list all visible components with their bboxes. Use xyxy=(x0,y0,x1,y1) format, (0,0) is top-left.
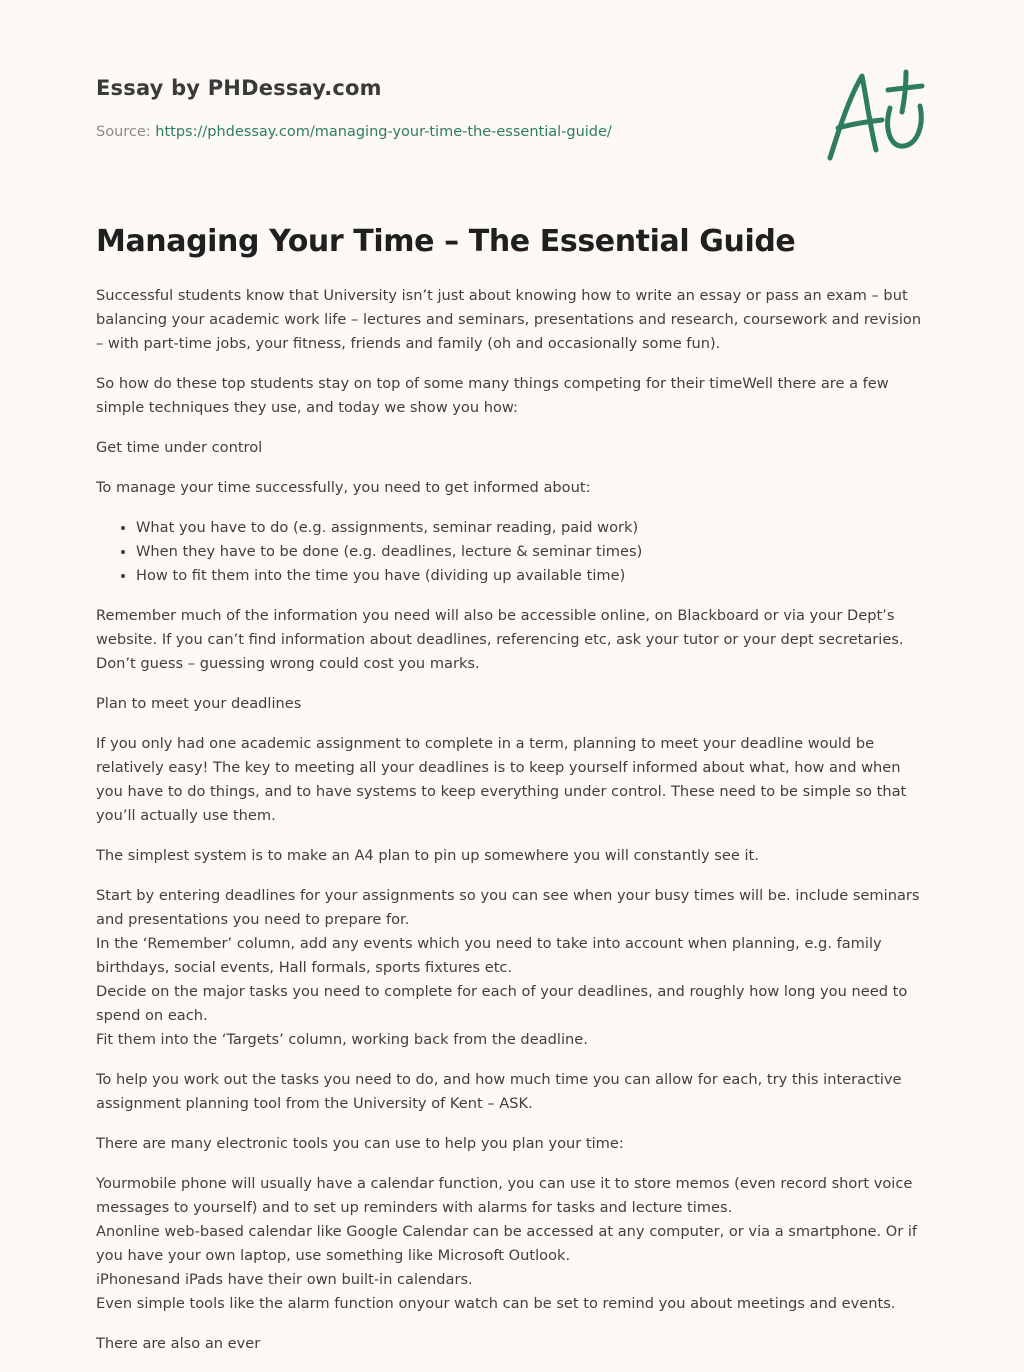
brand-title: Essay by PHDessay.com xyxy=(96,76,382,100)
bullet-list xyxy=(96,516,928,588)
paragraph-electronic-tools: There are many electronic tools you can use to help you plan your time: xyxy=(96,1135,624,1152)
source-link[interactable]: https://phdessay.com/managing-your-time-the-essential-guide/ xyxy=(155,124,612,140)
list-item: • When they have to be done (e.g. deadlines, lecture & seminar times) xyxy=(136,540,928,564)
paragraph-truncated: There are also an ever xyxy=(96,1335,261,1352)
source-line xyxy=(96,124,612,140)
article-body xyxy=(96,284,928,1372)
subheading-plan: Plan to meet your deadlines xyxy=(96,695,302,712)
article-title: Managing Your Time – The Essential Guide xyxy=(96,224,796,259)
tool-line: Even simple tools like the alarm function onyour watch can be set to remind you about meetings and events. xyxy=(96,1295,896,1312)
paragraph-steps xyxy=(96,884,928,1052)
paragraph-question: So how do these top students stay on top of some many things competing for their timeWell there are a few simple techniques they use, and today we show you how: xyxy=(96,375,889,416)
step-line: Fit them into the ‘Targets’ column, working back from the deadline. xyxy=(96,1031,588,1048)
paragraph-remember: Remember much of the information you need will also be accessible online, on Blackboard or via your Dept’s website. If you can’t find information about deadlines, referencing etc, ask your tutor or your dept secretaries. Don’t guess – guessing wrong could cost you marks. xyxy=(96,607,904,672)
tool-line: iPhonesand iPads have their own built-in calendars. xyxy=(96,1271,473,1288)
paragraph-deadlines: If you only had one academic assignment to complete in a term, planning to meet your deadline would be relatively easy! The key to meeting all your deadlines is to keep yourself informed about what, how and when you have to do things, and to have systems to keep everything under control. These need to be simple so that you’ll actually use them. xyxy=(96,735,907,824)
paragraph-informed: To manage your time successfully, you need to get informed about: xyxy=(96,479,591,496)
subheading-get-time: Get time under control xyxy=(96,439,263,456)
tool-line: Yourmobile phone will usually have a calendar function, you can use it to store memos (even record short voice messages to yourself) and to set up reminders with alarms for tasks and lecture times. xyxy=(96,1175,913,1216)
source-label: Source: xyxy=(96,124,151,140)
step-line: Start by entering deadlines for your assignments so you can see when your busy times will be. include seminars and presentations you need to prepare for. xyxy=(96,887,920,928)
paragraph-intro: Successful students know that University isn’t just about knowing how to write an essay or pass an exam – but balancing your academic work life – lectures and seminars, presentations and research, coursework and revision – with part-time jobs, your fitness, friends and family (oh and occasionally some fun). xyxy=(96,287,922,352)
step-line: Decide on the major tasks you need to complete for each of your deadlines, and roughly how long you need to spend on each. xyxy=(96,983,908,1024)
paragraph-simplest-system: The simplest system is to make an A4 plan to pin up somewhere you will constantly see it. xyxy=(96,847,759,864)
tool-line: Anonline web-based calendar like Google Calendar can be accessed at any computer, or via a smartphone. Or if you have your own laptop, use something like Microsoft Outlook. xyxy=(96,1223,918,1264)
paragraph-tools xyxy=(96,1172,928,1316)
step-line: In the ‘Remember’ column, add any events which you need to take into account when planning, e.g. family birthdays, social events, Hall formals, sports fixtures etc. xyxy=(96,935,882,976)
a-plus-logo-icon xyxy=(824,66,928,166)
list-item: • What you have to do (e.g. assignments, seminar reading, paid work) xyxy=(136,516,928,540)
paragraph-ask-tool: To help you work out the tasks you need to do, and how much time you can allow for each, try this interactive assignment planning tool from the University of Kent – ASK. xyxy=(96,1071,902,1112)
list-item: • How to fit them into the time you have (dividing up available time) xyxy=(136,564,928,588)
